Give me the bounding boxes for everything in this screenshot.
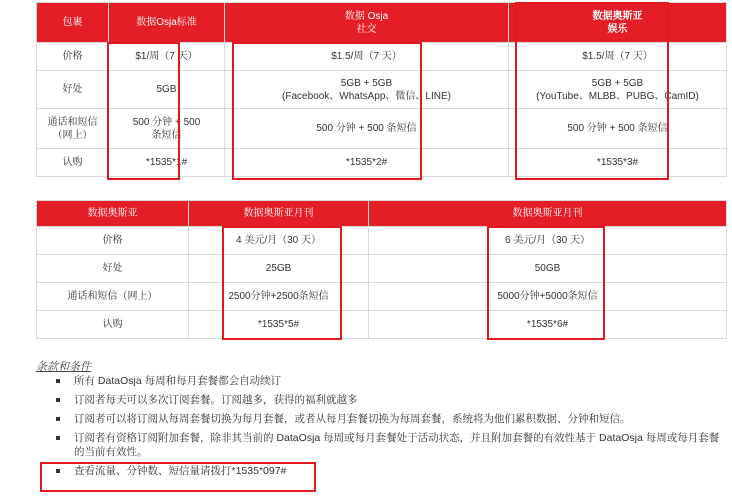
header-monthly-b: 数据奥斯亚月刊 <box>369 201 727 227</box>
m-price-a: 4 美元/月（30 天） <box>189 227 369 255</box>
monthly-packages-table <box>36 200 727 339</box>
row-label-calls-sms: 通话和短信 （网上） <box>37 109 109 149</box>
benefit-social: 5GB + 5GB (Facebook、WhatsApp、微信、LINE) <box>225 71 509 109</box>
m-price-b: 6 美元/月（30 天） <box>369 227 727 255</box>
header-social: 数据 Osja 社交 <box>225 3 509 43</box>
m-calls-a: 2500分钟+2500条短信 <box>189 283 369 311</box>
m-row-label-benefit: 好处 <box>37 255 189 283</box>
m-code-b: *1535*6# <box>369 311 727 339</box>
weekly-packages-table <box>36 2 727 177</box>
benefit-standard: 5GB <box>109 71 225 109</box>
terms-list <box>36 374 726 483</box>
m-benefit-a: 25GB <box>189 255 369 283</box>
header-monthly-package: 数据奥斯亚 <box>37 201 189 227</box>
list-item: 订阅者有资格订阅附加套餐，除非其当前的 DataOsja 每周或每月套餐处于活动状态，并且附加套餐的有效性基于 DataOsja 每周或每月套餐的当前有效性。 <box>36 431 726 459</box>
m-benefit-b: 50GB <box>369 255 727 283</box>
list-item: 订阅者可以将订阅从每周套餐切换为每月套餐，或者从每月套餐切换为每周套餐，系统将为他们累积数据、分钟和短信。 <box>36 412 726 426</box>
row-label-benefit: 好处 <box>37 71 109 109</box>
price-standard: $1/周（7 天） <box>109 43 225 71</box>
code-standard: *1535*1# <box>109 149 225 177</box>
terms-title: 条款和条件 <box>36 361 91 373</box>
list-item: 订阅者每天可以多次订阅套餐。订阅越多，获得的福利就越多 <box>36 393 726 407</box>
row-label-price: 价格 <box>37 43 109 71</box>
m-row-label-price: 价格 <box>37 227 189 255</box>
m-row-label-subscribe: 认购 <box>37 311 189 339</box>
code-entertainment: *1535*3# <box>509 149 727 177</box>
header-monthly-a: 数据奥斯亚月刊 <box>189 201 369 227</box>
list-item: 查看流量、分钟数、短信量请拨打*1535*097# <box>36 464 726 478</box>
header-standard: 数据Osja标准 <box>109 3 225 43</box>
calls-entertainment: 500 分钟 + 500 条短信 <box>509 109 727 149</box>
m-code-a: *1535*5# <box>189 311 369 339</box>
m-calls-b: 5000分钟+5000条短信 <box>369 283 727 311</box>
price-entertainment: $1.5/周（7 天） <box>509 43 727 71</box>
price-social: $1.5/周（7 天） <box>225 43 509 71</box>
calls-standard: 500 分钟 + 500 条短信 <box>109 109 225 149</box>
header-entertainment: 数据奥斯亚 娱乐 <box>509 3 727 43</box>
list-item: 所有 DataOsja 每周和每月套餐都会自动续订 <box>36 374 726 388</box>
row-label-subscribe: 认购 <box>37 149 109 177</box>
header-package: 包裹 <box>37 3 109 43</box>
code-social: *1535*2# <box>225 149 509 177</box>
m-row-label-calls-sms: 通话和短信（网上） <box>37 283 189 311</box>
calls-social: 500 分钟 + 500 条短信 <box>225 109 509 149</box>
benefit-entertainment: 5GB + 5GB (YouTube、MLBB、PUBG、CamID) <box>509 71 727 109</box>
